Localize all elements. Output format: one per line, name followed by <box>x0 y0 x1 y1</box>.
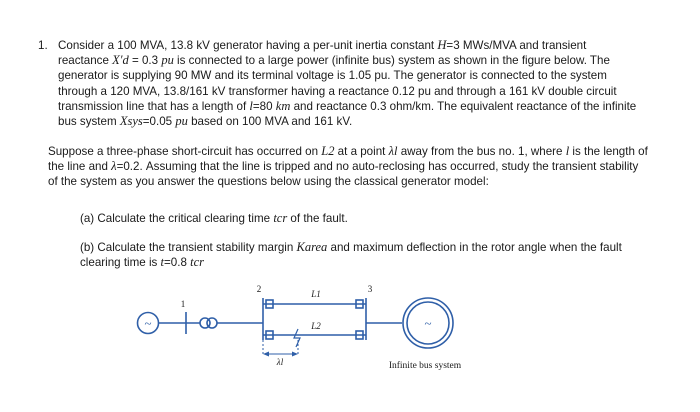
dimension-arrow-left <box>263 352 269 357</box>
transformer-winding-2 <box>207 318 217 328</box>
problem-statement <box>38 38 638 129</box>
bus-1-label: 1 <box>180 299 186 309</box>
generator-symbol: ~ <box>144 315 152 331</box>
problem-paragraph-1: Consider a 100 MVA, 13.8 kV generator having a per-unit inertia constant H=3 MWs/MVA and transient reactance X′d = 0.3 pu is connected to a large power (infinite bus) system as shown in the figure below. The generator is supplying 90 MW and its terminal voltage is 1.05 pu. The generator is connected to the system through a 120 MVA, 13.8/161 kV transformer having a reactance 0.12 pu and through a 161 kV double circuit transmission line that has a length of l=80 km and reactance 0.3 ohm/km. The equivalent reactance of the infinite bus system Xsys=0.05 pu based on 100 MVA and 161 kV. <box>58 38 637 129</box>
infinite-bus-label: Infinite bus system <box>388 361 462 371</box>
fault-icon <box>294 329 300 347</box>
line-l2-label: L2 <box>311 321 321 331</box>
fault-distance-label: λl <box>276 357 284 367</box>
power-system-diagram <box>0 280 700 412</box>
line-l1-label: L1 <box>311 289 321 299</box>
bus-2-label: 2 <box>256 284 262 294</box>
system-symbol: ~ <box>424 315 432 331</box>
bus-3-label: 3 <box>367 284 373 294</box>
question-a: (a) Calculate the critical clearing time tcr of the fault. <box>80 211 348 225</box>
problem-number: 1. <box>38 39 48 52</box>
question-b: (b) Calculate the transient stability margin Karea and maximum deflection in the rotor angle when the fault clearing time is t=0.8 tcr <box>80 240 622 270</box>
dimension-arrow-right <box>292 352 298 357</box>
problem-paragraph-2: Suppose a three-phase short-circuit has occurred on L2 at a point λl away from the bus no. 1, where l is the length of the line and λ=0.2. Assuming that the line is tripped and no auto-reclosing has occurred, study the transient stability of the system as you answer the questions below using the classical generator model: <box>48 144 648 189</box>
